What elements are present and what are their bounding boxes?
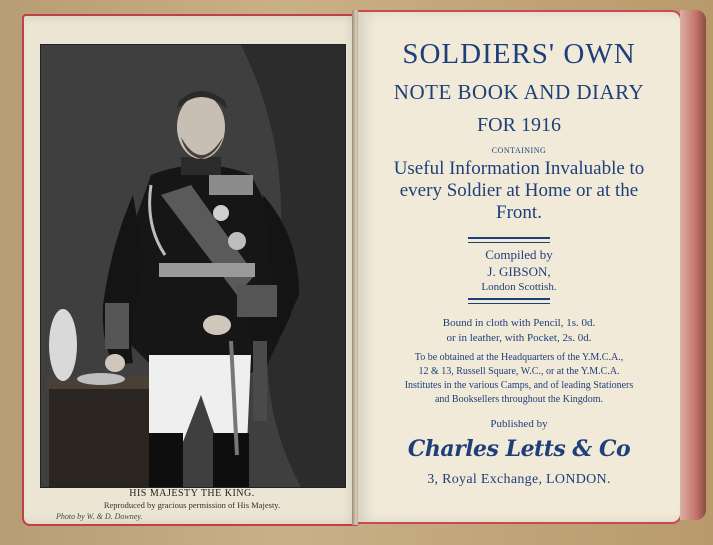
- title-line-2: NOTE BOOK AND DIARY: [393, 80, 645, 104]
- availability-line-3: Institutes in the various Camps, and of leading Stationers: [404, 380, 634, 391]
- price-line-2: or in leather, with Pocket, 2s. 0d.: [446, 332, 592, 344]
- compiled-by-label: Compiled by: [485, 247, 553, 262]
- title-line-3: FOR 1916: [477, 114, 561, 136]
- description-line-3: Front.: [496, 202, 542, 223]
- publisher-logo: Charles Letts & Co: [407, 436, 631, 462]
- photo-credit: Photo by W. & D. Downey.: [56, 512, 143, 521]
- photo-caption-permission: Reproduced by gracious permission of His Majesty.: [103, 500, 281, 510]
- top-rule: [468, 237, 550, 243]
- king-portrait-illustration: [41, 45, 345, 487]
- description-line-1: Useful Information Invaluable to: [393, 158, 645, 179]
- availability-line-1: To be obtained at the Headquarters of the Y.M.C.A.,: [414, 352, 624, 363]
- publisher-address: 3, Royal Exchange, LONDON.: [427, 472, 611, 487]
- availability-line-4: and Booksellers throughout the Kingdom.: [434, 394, 604, 405]
- price-line-1: Bound in cloth with Pencil, 1s. 0d.: [442, 317, 596, 329]
- published-by-label: Published by: [490, 418, 548, 430]
- compiler-name: J. GIBSON,: [487, 264, 551, 279]
- description-line-2: every Soldier at Home or at the: [399, 180, 639, 201]
- photo-caption: [40, 488, 344, 510]
- title-line-1: SOLDIERS' OWN: [402, 38, 636, 70]
- king-portrait-photo: [40, 44, 346, 488]
- availability-line-2: 12 & 13, Russell Square, W.C., or at the Y.M.C.A.: [418, 366, 620, 377]
- containing-label: CONTAINING: [491, 146, 547, 155]
- photo-caption-title: HIS MAJESTY THE KING.: [129, 488, 255, 499]
- bottom-rule: [468, 298, 550, 304]
- compiler-affiliation: London Scottish.: [481, 281, 557, 293]
- page-edges: [680, 10, 706, 520]
